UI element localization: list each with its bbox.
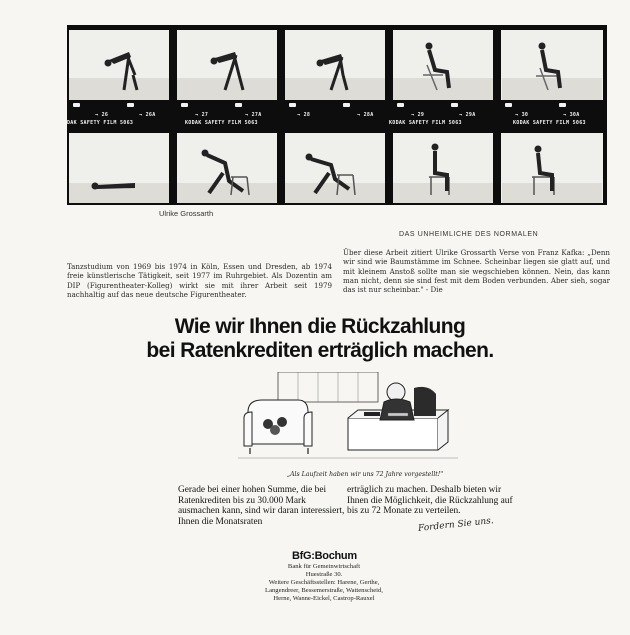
ad-body-right: erträglich zu machen. Deshalb bieten wir Ihnen die Möglichkeit, die Rückzahlung auf bis zu 72 Monate zu verteilen. bbox=[347, 485, 513, 517]
bank-line: Herne, Wanne-Eickel, Castrop-Rauxel bbox=[273, 594, 375, 602]
ad-headline bbox=[100, 315, 540, 363]
article-right-column: Über diese Arbeit zitiert Ulrike Grossarth Verse von Franz Kafka: „Denn wir sind wie Baumstämme im Schnee. Scheinbar liegen sie glatt auf, und mit kleinem Anstoß sollte man sie wegschieben können. Nein, das kann man nicht, denn sie sind fest mit dem Boden verbunden. Aber sieh, sogar das ist nur scheinbar." - Die bbox=[343, 248, 610, 295]
article-left-column: Tanzstudium von 1969 bis 1974 in Köln, Essen und Dresden, ab 1974 freie künstlerische Tätigkeit, seit 1977 im Ruhrgebiet. Als Dozentin am DIP (Figurentheater-Kolleg) wirkt sie mit ihrer Arbeit seit 1979 nachhaltig auf das neue deutsche Figurentheater. bbox=[67, 262, 332, 299]
film-label: DAK SAFETY FILM 5063 bbox=[67, 120, 134, 126]
photo-frame bbox=[393, 133, 493, 203]
photo-frame bbox=[177, 30, 277, 100]
bank-line: Weitere Geschäftsstellen: Harene, Gerthe, bbox=[268, 578, 380, 586]
film-label: KODAK SAFETY FILM 5063 bbox=[185, 120, 258, 126]
photo-frame bbox=[177, 133, 277, 203]
frame-number: → 30 bbox=[515, 112, 529, 118]
film-label: KODAK SAFETY FILM 5063 bbox=[389, 120, 462, 126]
cartoon-caption: „Als Laufzeit haben wir uns 72 Jahre vorgestellt!" bbox=[286, 471, 444, 478]
film-edge-row-1 bbox=[67, 101, 607, 131]
author-name: Ulrike Grossarth bbox=[159, 209, 214, 218]
frame-number: → 28A bbox=[357, 112, 374, 118]
article-title: DAS UNHEIMLICHE DES NORMALEN bbox=[399, 231, 539, 238]
photo-frame bbox=[285, 133, 385, 203]
frame-number: → 27 bbox=[195, 112, 209, 118]
bank-logo: BfG:Bochum bbox=[292, 550, 357, 562]
photo-frame bbox=[285, 30, 385, 100]
photo-frame bbox=[69, 30, 169, 100]
cartoon-illustration bbox=[238, 372, 458, 464]
bank-line: Huestraße 30. bbox=[305, 570, 343, 578]
ad-headline-line-2: bei Ratenkrediten erträglich machen. bbox=[146, 339, 494, 362]
ad-body-left: Gerade bei einer hohen Summe, die bei Ratenkrediten bis zu 30.000 Mark ausmachen kann, sind wir daran interessiert, Ihnen die Monatsraten bbox=[178, 485, 345, 527]
bank-line: Langendreer, Bessemerstraße, Wattenscheid, bbox=[265, 586, 383, 594]
frame-number: → 26 bbox=[95, 112, 109, 118]
handwritten-signature: Fordern Sie uns. bbox=[417, 516, 495, 534]
frame-number: → 26A bbox=[139, 112, 156, 118]
frame-number: → 29 bbox=[411, 112, 425, 118]
photo-frame bbox=[501, 30, 603, 100]
frame-number: → 29A bbox=[459, 112, 476, 118]
bank-line: Bank für Gemeinwirtschaft bbox=[287, 563, 361, 570]
frame-number: → 28 bbox=[297, 112, 311, 118]
photo-frame bbox=[69, 133, 169, 203]
frame-number: → 30A bbox=[563, 112, 580, 118]
ad-headline-line-1: Wie wir Ihnen die Rückzahlung bbox=[174, 315, 466, 338]
photo-frame bbox=[501, 133, 603, 203]
frame-number: → 27A bbox=[245, 112, 262, 118]
bank-address-block bbox=[262, 563, 386, 603]
photo-frame bbox=[393, 30, 493, 100]
film-contact-sheet bbox=[67, 25, 607, 205]
film-label: KODAK SAFETY FILM 5063 bbox=[513, 120, 586, 126]
